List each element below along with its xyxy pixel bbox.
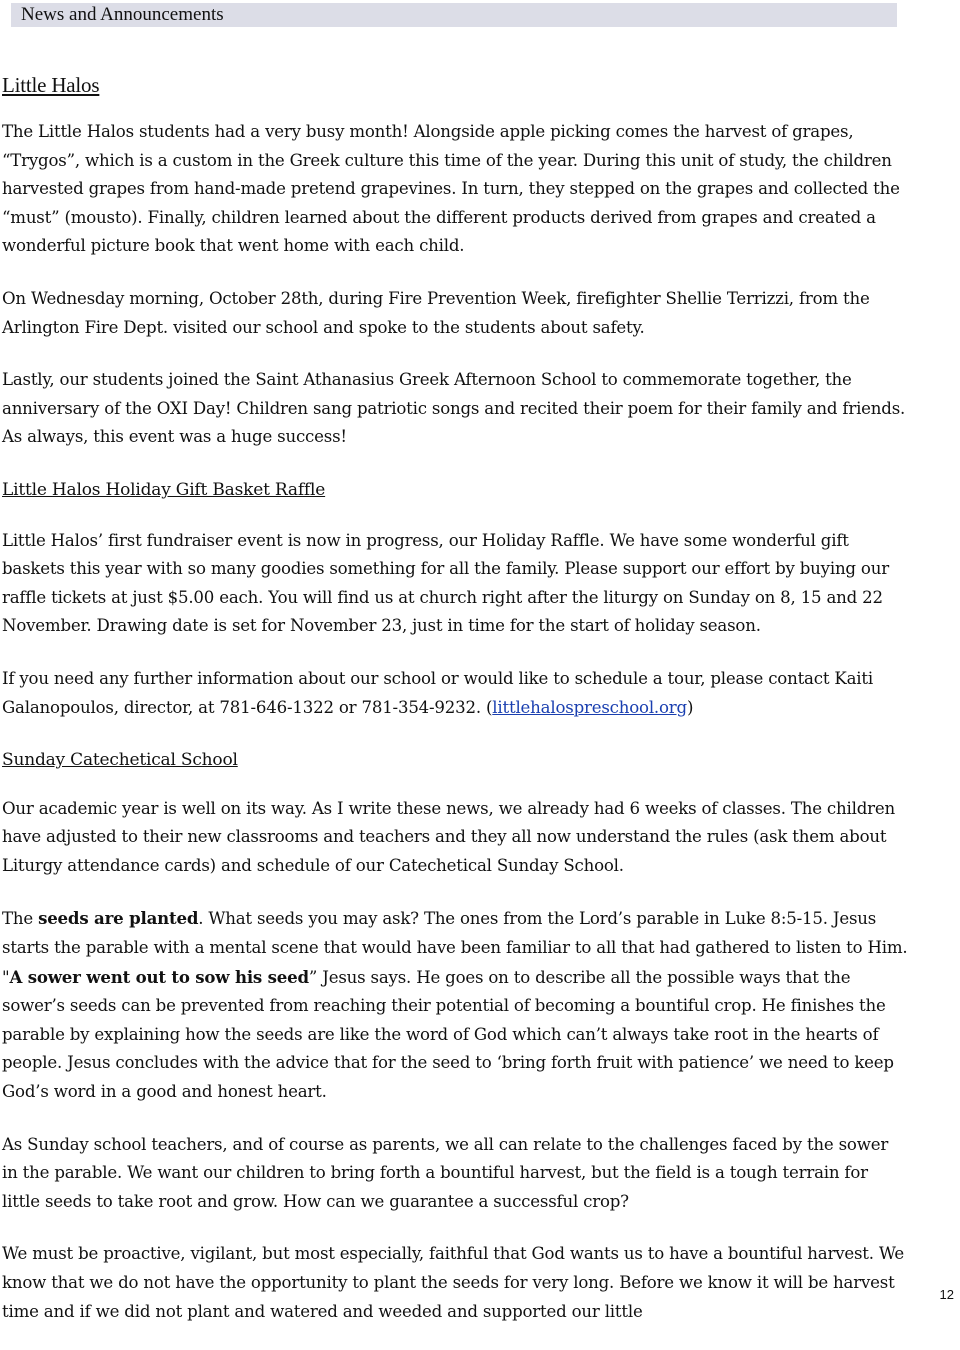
catechetical-paragraph-1: Our academic year is well on its way. As I write these news, we already had 6 weeks of classes. The children have adjusted to their new classrooms and teachers and they all now understand the rules (ask them about Liturgy attendance cards) and schedule of our Catechetical Sunday School. xyxy=(2,798,895,875)
section-header-title: News and Announcements xyxy=(21,4,224,25)
website-link[interactable]: littlehalospreschool.org xyxy=(492,697,687,717)
little-halos-paragraph-3: Lastly, our students joined the Saint Athanasius Greek Afternoon School to commemorate together, the anniversary of the OXI Day! Children sang patriotic songs and recited their poem for their family and friends. As always, this event was a huge success! xyxy=(2,370,906,447)
catechetical-heading: Sunday Catechetical School xyxy=(2,750,238,771)
catechetical-paragraph-4: We must be proactive, vigilant, but most especially, faithful that God wants us to have a bountiful harvest. We know that we do not have the opportunity to plant the seeds for very long. Before we know it will be harvest time and if we did not plant and watered and weeded and supported our little xyxy=(2,1244,905,1321)
raffle-paragraph-1: Little Halos’ first fundraiser event is now in progress, our Holiday Raffle. We have some wonderful gift baskets this year with so many goodies something for all the family. Please support our effort by buying our raffle tickets at just $5.00 each. You will find us at church right after the liturgy on Sunday on 8, 15 and 22 November. Drawing date is set for November 23, just in time for the start of holiday season. xyxy=(2,530,889,636)
catechetical-paragraph-3: As Sunday school teachers, and of course as parents, we all can relate to the challenges faced by the sower in the parable. We want our children to bring forth a bountiful harvest, but the field is a tough terrain for little seeds to take root and grow. How can we guarantee a successful crop? xyxy=(2,1134,889,1211)
page-number: 12 xyxy=(939,1287,954,1302)
newsletter-content xyxy=(2,70,908,1350)
little-halos-heading: Little Halos xyxy=(2,73,100,97)
little-halos-paragraph-2: On Wednesday morning, October 28th, during Fire Prevention Week, firefighter Shellie Terrizzi, from the Arlington Fire Dept. visited our school and spoke to the students about safety. xyxy=(2,288,870,337)
seeds-text-c: . What seeds you may ask? The ones from the Lord’s parable in Luke 8:5-15. Jesus starts the parable with a mental scene that would have been familiar to all that had gathered to listen to Him. " xyxy=(2,909,908,987)
seeds-bold: seeds are planted xyxy=(38,908,199,929)
little-halos-paragraph-1: The Little Halos students had a very busy month! Alongside apple picking comes the harvest of grapes, “Trygos”, which is a custom in the Greek culture this time of the year. During this unit of study, the children harvested grapes from hand-made pretend grapevines. In turn, they stepped on the grapes and collected the “must” (mousto). Finally, children learned about the different products derived from grapes and created a wonderful picture book that went home with each child. xyxy=(2,122,900,256)
catechetical-paragraph-2 xyxy=(2,904,908,1106)
section-header-bar xyxy=(11,3,897,27)
seeds-text-e: ” Jesus says. He goes on to describe all the possible ways that the sower’s seeds can be prevented from reaching their potential of becoming a bountiful crop. He finishes the parable by explaining how the seeds are like the word of God which can’t always take root in the hearts of people. Jesus concludes with the advice that for the seed to ‘bring forth fruit with patience’ we need to keep God’s word in a good and honest heart. xyxy=(2,967,894,1102)
raffle-heading: Little Halos Holiday Gift Basket Raffle xyxy=(2,479,326,500)
sower-quote-bold: A sower went out to sow his seed xyxy=(9,966,309,987)
contact-text: If you need any further information about our school or would like to schedule a tour, please contact Kaiti Galanopoulos, director, at 781-646-1322 or 781-354-9232. ( xyxy=(2,668,873,717)
contact-text-end: ) xyxy=(686,697,694,717)
raffle-paragraph-2 xyxy=(2,665,908,722)
seeds-text-a: The xyxy=(2,909,39,929)
